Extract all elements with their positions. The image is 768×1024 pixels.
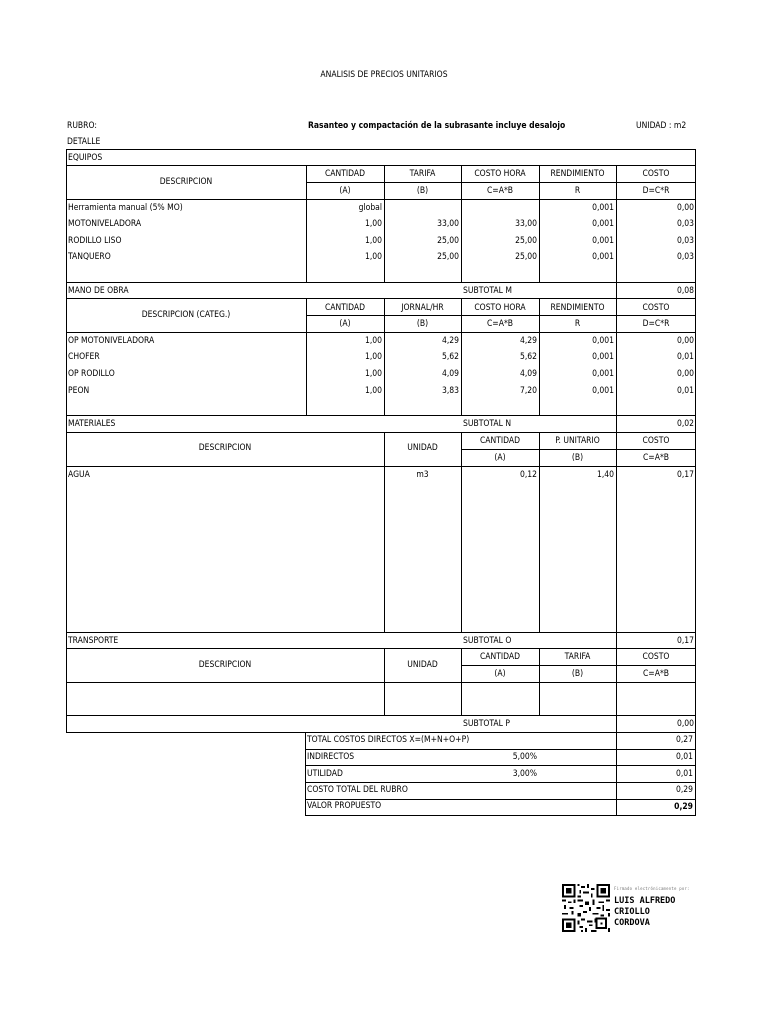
materiales-row-unidad: m3 [416,470,429,480]
transporte-header-cantidad-sub: (A) [494,669,506,679]
materiales-header-p-unitario: P. UNITARIO [555,436,600,446]
transporte-header-descripcion: DESCRIPCION [198,660,252,670]
materiales-header-descripcion: DESCRIPCION [198,443,252,453]
total-directos-label: TOTAL COSTOS DIRECTOS X=(M+N+O+P) [307,735,470,745]
equipos-row-costo-hora: 25,00 [515,252,537,262]
equipos-header-costo-sub: D=C*R [642,186,670,196]
rubro-label: RUBRO: [67,121,97,131]
subtotal-p-label: SUBTOTAL P [463,719,510,729]
transporte-header-tarifa: TARIFA [564,652,591,662]
equipos-header-cantidad-sub: (A) [339,186,351,196]
materiales-row-cantidad: 0,12 [519,470,537,480]
subtotal-n-value: 0,02 [676,419,694,429]
mano-obra-header-rendimiento-sub: R [574,319,581,329]
valor-propuesto-label: VALOR PROPUESTO [307,801,382,811]
mano-obra-header-jornal: JORNAL/HR [401,303,444,313]
price-analysis-table [66,149,696,733]
materiales-header-cantidad: CANTIDAD [479,436,521,446]
totals-table [305,732,696,816]
mano-obra-header-jornal-sub: (B) [416,319,429,329]
signer-name-line: CRIOLLO [614,907,650,917]
subtotal-p-value: 0,00 [676,719,694,729]
equipos-header-cantidad: CANTIDAD [324,169,366,179]
mano-obra-row-jornal: 4,29 [441,336,459,346]
materiales-header-unidad: UNIDAD [407,443,438,453]
equipos-header-tarifa-sub: (B) [416,186,429,196]
mano-obra-row-jornal: 3,83 [441,386,459,396]
equipos-row-desc: MOTONIVELADORA [68,219,142,229]
total-directos-value: 0,27 [675,735,693,745]
mano-obra-header-costo-hora: COSTO HORA [474,303,526,313]
equipos-header-tarifa: TARIFA [409,169,436,179]
materiales-row-desc: AGUA [68,470,90,480]
mano-obra-row-costo-hora: 4,29 [519,336,537,346]
subtotal-m-value: 0,08 [676,286,694,296]
qr-code-icon [562,884,610,932]
valor-propuesto-value: 0,29 [674,802,693,812]
mano-obra-row-desc: OP MOTONIVELADORA [68,336,155,346]
materiales-row-p-unitario: 1,40 [596,470,614,480]
subtotal-o-value: 0,17 [676,636,694,646]
equipos-row-desc: TANQUERO [68,252,111,262]
equipos-row-costo-hora: 25,00 [515,236,537,246]
materiales-row-costo: 0,17 [676,470,694,480]
costo-total-value: 0,29 [675,785,693,795]
signer-name-line: LUIS ALFREDO [614,896,676,906]
materiales-header-costo-sub: C=A*B [642,453,670,463]
mano-obra-header-costo-hora-sub: C=A*B [486,319,514,329]
equipos-row-cantidad: 1,00 [364,236,382,246]
mano-obra-row-cantidad: 1,00 [364,386,382,396]
mano-obra-header-cantidad: CANTIDAD [324,303,366,313]
transporte-header-tarifa-sub: (B) [571,669,584,679]
equipos-row-rendimiento: 0,001 [592,203,614,213]
mano-obra-row-desc: OP RODILLO [68,369,115,379]
utilidad-pct: 3,00% [512,769,537,779]
mano-obra-header-descripcion: DESCRIPCION (CATEG.) [141,310,231,320]
equipos-header-descripcion: DESCRIPCION [159,177,213,187]
indirectos-pct: 5,00% [512,752,537,762]
indirectos-label: INDIRECTOS [307,752,355,762]
equipos-header-costo: COSTO [642,169,670,179]
equipos-row-costo: 0,03 [676,236,694,246]
mano-obra-row-desc: PEON [68,386,90,396]
mano-obra-row-cantidad: 1,00 [364,352,382,362]
mano-obra-row-cantidad: 1,00 [364,336,382,346]
materiales-header-cantidad-sub: (A) [494,453,506,463]
detalle-label: DETALLE [67,137,101,147]
materiales-header-costo: COSTO [642,436,670,446]
equipos-header-costo-hora: COSTO HORA [474,169,526,179]
mano-obra-header-cantidad-sub: (A) [339,319,351,329]
document-title: ANALISIS DE PRECIOS UNITARIOS [320,70,448,80]
equipos-row-costo: 0,00 [676,203,694,213]
utilidad-label: UTILIDAD [307,769,343,779]
mano-obra-row-jornal: 4,09 [441,369,459,379]
equipos-row-costo: 0,03 [676,252,694,262]
equipos-header-rendimiento-sub: R [574,186,581,196]
signature-caption: Firmado electrónicamente por: [614,886,690,891]
mano-obra-row-rendimiento: 0,001 [592,386,614,396]
mano-obra-header-costo: COSTO [642,303,670,313]
equipos-header-costo-hora-sub: C=A*B [486,186,514,196]
mano-obra-row-costo-hora: 7,20 [519,386,537,396]
mano-obra-header-rendimiento: RENDIMIENTO [550,303,605,313]
mano-obra-row-jornal: 5,62 [441,352,459,362]
mano-obra-row-rendimiento: 0,001 [592,369,614,379]
equipos-row-desc: RODILLO LISO [68,236,122,246]
mano-obra-row-desc: CHOFER [68,352,100,362]
section-equipos: EQUIPOS [68,153,103,163]
mano-obra-row-rendimiento: 0,001 [592,352,614,362]
section-materiales: MATERIALES [68,419,116,429]
subtotal-n-label: SUBTOTAL N [463,419,512,429]
equipos-row-rendimiento: 0,001 [592,219,614,229]
indirectos-value: 0,01 [675,752,693,762]
mano-obra-row-costo-hora: 5,62 [519,352,537,362]
equipos-row-costo-hora: 33,00 [515,219,537,229]
costo-total-label: COSTO TOTAL DEL RUBRO [307,785,408,795]
utilidad-value: 0,01 [675,769,693,779]
signer-name-line: CORDOVA [614,918,650,928]
mano-obra-row-rendimiento: 0,001 [592,336,614,346]
equipos-row-cantidad: global [358,203,382,213]
materiales-header-p-unitario-sub: (B) [571,453,584,463]
equipos-row-rendimiento: 0,001 [592,236,614,246]
mano-obra-row-costo-hora: 4,09 [519,369,537,379]
mano-obra-row-costo: 0,01 [676,352,694,362]
mano-obra-row-costo: 0,01 [676,386,694,396]
equipos-row-cantidad: 1,00 [364,219,382,229]
equipos-row-cantidad: 1,00 [364,252,382,262]
mano-obra-row-costo: 0,00 [676,336,694,346]
rubro-value: Rasanteo y compactación de la subrasante incluye desalojo [308,121,566,131]
equipos-header-rendimiento: RENDIMIENTO [550,169,605,179]
equipos-row-tarifa: 25,00 [437,236,459,246]
transporte-header-costo-sub: C=A*B [642,669,670,679]
transporte-header-cantidad: CANTIDAD [479,652,521,662]
mano-obra-row-costo: 0,00 [676,369,694,379]
section-mano-de-obra: MANO DE OBRA [68,286,129,296]
subtotal-o-label: SUBTOTAL O [463,636,512,646]
electronic-signature [562,884,702,932]
signer-name [614,896,675,929]
mano-obra-row-cantidad: 1,00 [364,369,382,379]
transporte-header-unidad: UNIDAD [407,660,438,670]
section-transporte: TRANSPORTE [68,636,119,646]
equipos-row-tarifa: 25,00 [437,252,459,262]
subtotal-m-label: SUBTOTAL M [463,286,512,296]
transporte-header-costo: COSTO [642,652,670,662]
unidad-label: UNIDAD : m2 [636,121,687,131]
equipos-row-desc: Herramienta manual (5% MO) [68,203,183,213]
equipos-row-rendimiento: 0,001 [592,252,614,262]
mano-obra-header-costo-sub: D=C*R [642,319,670,329]
equipos-row-tarifa: 33,00 [437,219,459,229]
equipos-row-costo: 0,03 [676,219,694,229]
